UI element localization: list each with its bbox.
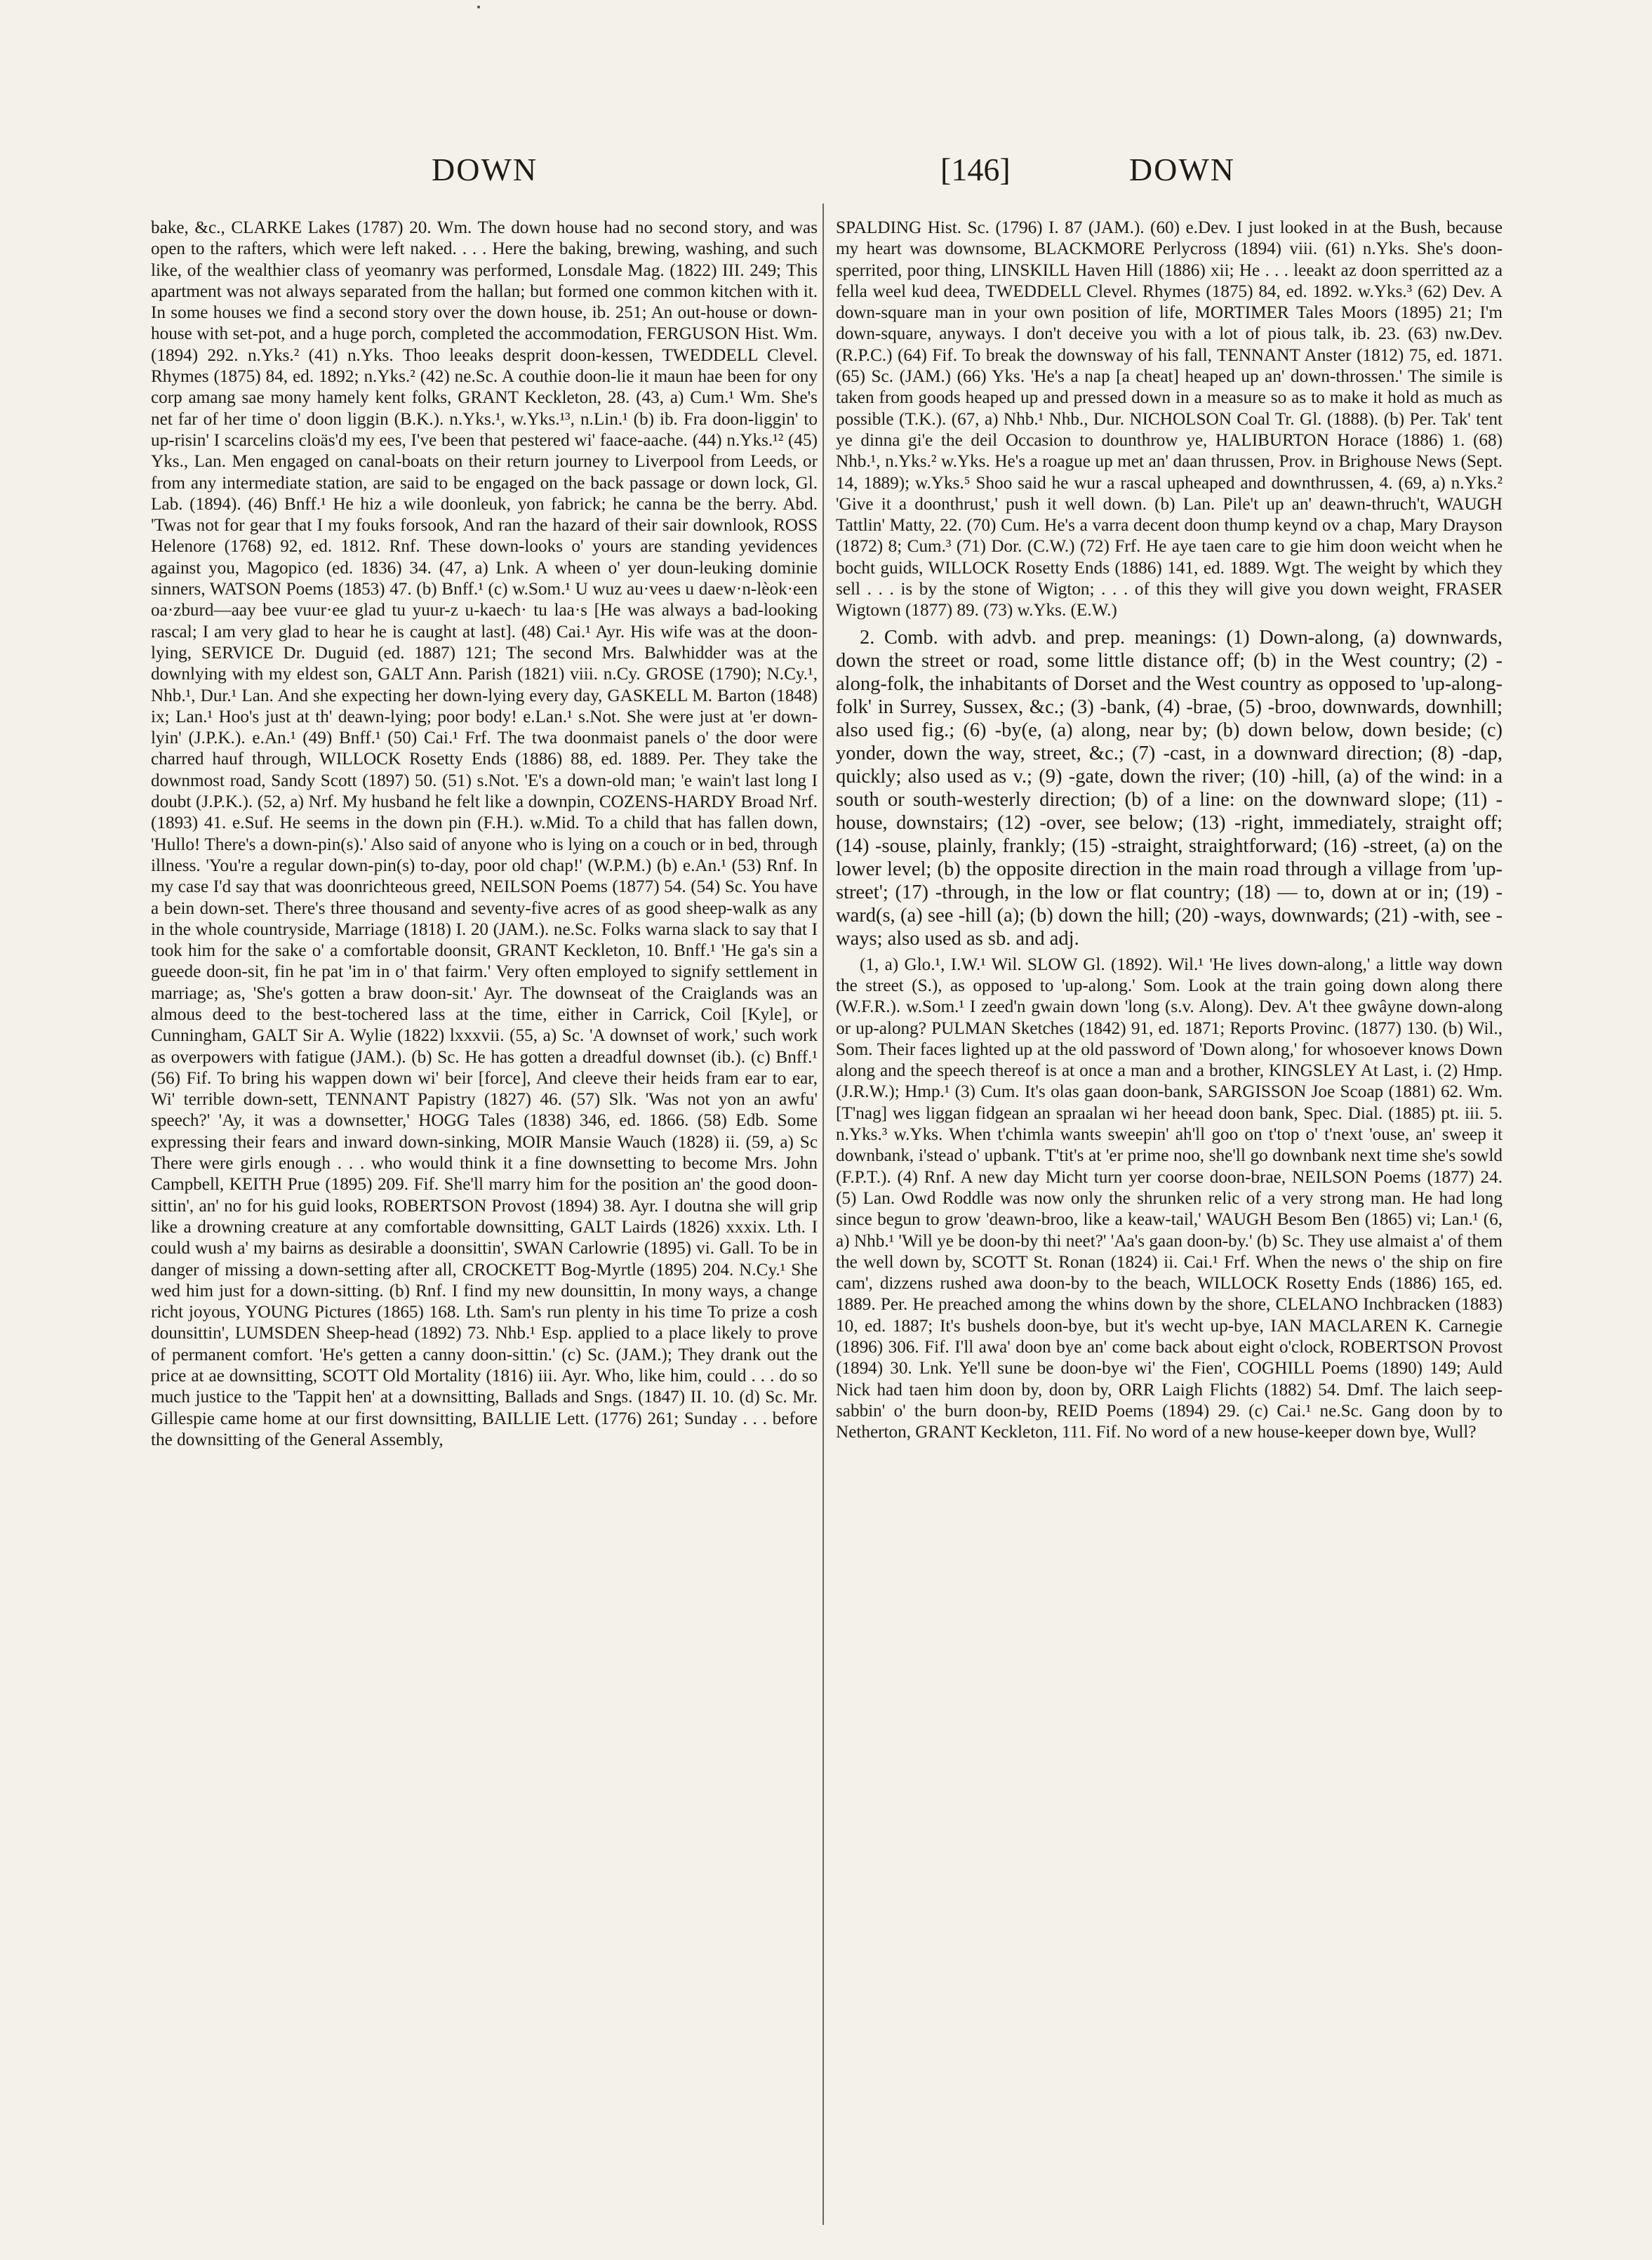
left-column-text: bake, &c., CLARKE Lakes (1787) 20. Wm. The down house had no second story, and was open to the rafters, which were left naked. . . . Here the baking, brewing, washing, and such like, of the wealthier class of yeomanry was performed, Lonsdale Mag. (1822) III. 249; This apartment was not always separated from the hallan; but formed one common kitchen with it. In some houses we find a second story over the down house, ib. 251; An out-house or down-house with set-pot, and a huge porch, completed the accommodation, FERGUSON Hist. Wm. (1894) 292. n.Yks.² (41) n.Yks. Thoo leeaks desprit doon-kessen, TWEDDELL Clevel. Rhymes (1875) 84, ed. 1892; n.Yks.² (42) ne.Sc. A couthie doon-lie it maun hae been for ony corp amang sae mony hamely kent folks, GRANT Keckleton, 28. (43, a) Cum.¹ Wm. She's net far of her time o' doon liggin (B.K.). n.Yks.¹, w.Yks.¹³, n.Lin.¹ (b) ib. Fra doon-liggin' to up-risin' I scarcelins cloäs'd my ees, I've been that pestered wi' faace-aache. (44) n.Yks.¹² (45) Yks., Lan. Men engaged on canal-boats on their return journey to Liverpool from Leeds, or from any intermediate station, are said to be engaged on the back passage or down lock, Gl. Lab. (1894). (46) Bnff.¹ He hiz a wile doonleuk, yon fabrick; he canna be the berry. Abd. 'Twas not for gear that I my fouks forsook, And ran the hazard of their sair downlook, ROSS Helenore (1768) 92, ed. 1812. Rnf. These down-looks o' yours are standing yevidences against you, Magopico (ed. 1836) 34. (47, a) Lnk. A wheen o' yer doun-leuking dominie sinners, WATSON Poems (1853) 47. (b) Bnff.¹ (c) w.Som.¹ U wuz au·vees u daew·n-lèok·een oa·zburd—aay bee vuur·ee glad tu yuur-z u-kaech· tu laa·s [He was always a bad-looking rascal; I am very glad to hear he is caught at last]. (48) Cai.¹ Ayr. His wife was at the doon-lying, SERVICE Dr. Duguid (ed. 1887) 121; The second Mrs. Balwhidder was at the downlying with my eldest son, GALT Ann. Parish (1821) viii. n.Cy. GROSE (1790); N.Cy.¹, Nhb.¹, Dur.¹ Lan. And she expecting her down-lying every day, GASKELL M. Barton (1848) ix; Lan.¹ Hoo's just at th' deawn-lying; poor body! e.Lan.¹ s.Not. She were just at 'er down-lyin' (J.P.K.). e.An.¹ (49) Bnff.¹ (50) Cai.¹ Frf. The twa doonmaist panels o' the door were charred hauf through, WILLOCK Rosetty Ends (1886) 88, ed. 1889. Per. They take the downmost road, Sandy Scott (1897) 50. (51) s.Not. 'E's a down-old man; 'e wain't last long I doubt (J.P.K.). (52, a) Nrf. My husband he felt like a downpin, COZENS-HARDY Broad Nrf. (1893) 41. e.Suf. He seems in the down pin (F.H.). w.Mid. To a child that has fallen down, 'Hullo! There's a down-pin(s).' Also said of anyone who is lying on a couch or in bed, through illness. 'You're a regular down-pin(s) to-day, poor old chap!' (W.P.M.) (b) e.An.¹ (53) Rnf. In my case I'd say that was doonrichteous greed, NEILSON Poems (1877) 54. (54) Sc. You have a bein down-set. There's three thousand and seventy-five acres of as good sheep-walk as any in the whole countryside, Marriage (1818) I. 20 (JAM.). ne.Sc. Folks warna slack to say that I took him for the sake o' a comfortable doonsit, GRANT Keckleton, 10. Bnff.¹ 'He ga's sin a gueede doon-sit, fin he pat 'im in o' that fairm.' Very often employed to signify settlement in marriage; as, 'She's gotten a braw doon-sit.' Ayr. The downseat of the Craiglands was an almous deed to the best-tochered lass at the time, either in Carrick, Coil [Kyle], or Cunningham, GALT Sir A. Wylie (1822) lxxxvii. (55, a) Sc. 'A downset of work,' such work as overpowers with fatigue (JAM.). (b) Sc. He has gotten a dreadful downset (ib.). (c) Bnff.¹ (56) Fif. To bring his wappen down wi' beir [force], And cleeve their heids fram ear to ear, Wi' terrible down-sett, TENNANT Papistry (1827) 46. (57) Slk. 'Was not yon an awfu' speech?' 'Ay, it was a downsetter,' HOGG Tales (1838) 346, ed. 1866. (58) Edb. Some expressing their fears and inward down-sinking, MOIR Mansie Wauch (1828) ii. (59, a) Sc There were girls enough . . . who would think it a fine downsetting to become Mrs. John Campbell, KEITH Prue (1895) 209. Fif. She'll marry him for the position an' the good doon-sittin', an' no for his guid looks, ROBERTSON Provost (1894) 38. Ayr. I doutna she will grip like a drowning creature at any comfortable downsitting, GALT Lairds (1826) xxxix. Lth. I could wush a' my bairns as desirable a doonsittin', SWAN Carlowrie (1895) vi. Gall. To be in danger of missing a down-setting after all, CROCKETT Bog-Myrtle (1895) 204. N.Cy.¹ She wed him just for a down-sitting. (b) Rnf. I find my new dounsittin, In mony ways, a change richt joyous, YOUNG Pictures (1865) 168. Lth. Sam's run plenty in his time To prize a cosh dounsittin', LUMSDEN Sheep-head (1892) 73. Nhb.¹ Esp. applied to a place likely to prove of permanent comfort. 'He's getten a canny doon-sittin.' (c) Sc. (JAM.); They drank out the price at ae downsitting, SCOTT Old Mortality (1816) iii. Ayr. Who, like him, could . . . do so much justice to the 'Tappit hen' at a downsitting, Ballads and Sngs. (1847) II. 10. (d) Sc. Mr. Gillespie came home at our first downsitting, BAILLIE Lett. (1776) 261; Sunday . . . before the downsitting of the General Assembly, <box>151 218 818 1449</box>
scan-speck <box>477 6 480 8</box>
page-number: [146] <box>940 152 1011 187</box>
sense-2-definition: 2. Comb. with advb. and prep. meanings: (1) Down-along, (a) downwards, down the street or road, some little distance off; (b) in the West country; (2) -along-folk, the inhabitants of Dorset and the West country as opposed to 'up-along-folk' in Surrey, Sussex, &c.; (3) -bank, (4) -brae, (5) -broo, downwards, downhill; also used fig.; (6) -by(e, (a) along, near by; (b) down below, down beside; (c) yonder, down the way, street, &c.; (7) -cast, in a downward direction; (8) -dap, quickly; also used as v.; (9) -gate, down the river; (10) -hill, (a) of the wind: in a south or south-westerly direction; (b) of a line: on the downward slope; (11) -house, downstairs; (12) -over, see below; (13) -right, immediately, straight off; (14) -souse, plainly, frankly; (15) -straight, straightforward; (16) -street, (a) on the lower level; (b) the opposite direction in the main road through a village from 'up-street'; (17) -through, in the low or flat country; (18) — to, down at or in; (19) -ward(s, (a) see -hill (a); (b) down the hill; (20) -ways, downwards; (21) -with, see -ways; also used as sb. and adj. <box>836 626 1503 950</box>
left-column <box>151 218 818 2218</box>
right-column <box>836 218 1503 2218</box>
right-column-text-1: SPALDING Hist. Sc. (1796) I. 87 (JAM.). (60) e.Dev. I just looked in at the Bush, because my heart was downsome, BLACKMORE Perlycross (1894) viii. (61) n.Yks. She's doon-sperrited, poor thing, LINSKILL Haven Hill (1886) xii; He . . . leeakt az doon sperritted az a fella weel kud deea, TWEDDELL Clevel. Rhymes (1875) 84, ed. 1892. w.Yks.³ (62) Dev. A down-square man in your own position of life, MORTIMER Tales Moors (1895) 21; I'm down-square, anyways. I don't deceive you with a lot of pious talk, ib. 23. (63) nw.Dev. (R.P.C.) (64) Fif. To break the downsway of his fall, TENNANT Anster (1812) 75, ed. 1871. (65) Sc. (JAM.) (66) Yks. 'He's a nap [a cheat] heaped up an' down-throssen.' The simile is taken from goods heaped up and pressed down in a measure so as to make it hold as much as possible (T.K.). (67, a) Nhb.¹ Nhb., Dur. NICHOLSON Coal Tr. Gl. (1888). (b) Per. Tak' tent ye dinna gi'e the deil Occasion to dounthrow ye, HALIBURTON Horace (1886) 1. (68) Nhb.¹, n.Yks.² w.Yks. He's a roague up met an' daan thrussen, Prov. in Brighouse News (Sept. 14, 1889); w.Yks.⁵ Shoo said he wur a rascal upheaped and downthrussen, 4. (69, a) n.Yks.² 'Give it a doonthrust,' push it well down. (b) Lan. Pile't up an' deawn-thruch't, WAUGH Tattlin' Matty, 22. (70) Cum. He's a varra decent doon thump keynd ov a chap, Mary Drayson (1872) 8; Cum.³ (71) Dor. (C.W.) (72) Frf. He aye taen care to gie him doon weicht when he bocht guids, WILLOCK Rosetty Ends (1886) 141, ed. 1889. Wgt. The weight by which they sell . . . is by the stone of Wigton; . . . of this they will give you down weight, FRASER Wigtown (1877) 89. (73) w.Yks. (E.W.) <box>836 218 1503 620</box>
column-divider <box>822 204 824 2225</box>
running-header <box>151 151 1502 193</box>
right-column-text-2: (1, a) Glo.¹, I.W.¹ Wil. SLOW Gl. (1892). Wil.¹ 'He lives down-along,' a little way down the street (S.), as opposed to 'up-along.' Som. Look at the train going down along there (W.F.R.). w.Som.¹ I zeed'n gwain down 'long (s.v. Along). Dev. A't thee gwâyne down-along or up-along? PULMAN Sketches (1842) 91, ed. 1871; Reports Provinc. (1877) 130. (b) Wil., Som. Their faces lighted up at the old password of 'Down along,' for whosoever knows Down along and the speech thereof is at once a man and a brother, KINGSLEY At Last, i. (2) Hmp. (J.R.W.); Hmp.¹ (3) Cum. It's olas gaan doon-bank, SARGISSON Joe Scoap (1881) 62. Wm. [T'nag] wes liggan fidgean an spraalan wi her heead doon bank, Spec. Dial. (1885) pt. iii. 5. n.Yks.³ w.Yks. When t'chimla wants sweepin' ah'll goo on t'top o' t'next 'ouse, an' sweep it downbank, i'stead o' upbank. T'tit's at 'er prime noo, she'll go downbank next time she's sowld (F.P.T.). (4) Rnf. A new day Micht turn yer coorse doon-brae, NEILSON Poems (1877) 24. (5) Lan. Owd Roddle was now only the shrunken relic of a very strong man. He had long since begun to grow 'deawn-broo, like a keaw-tail,' WAUGH Besom Ben (1865) vi; Lan.¹ (6, a) Nhb.¹ 'Will ye be doon-by thi neet?' 'Aa's gaan doon-by.' (b) Sc. They use almaist a' of them the well down by, SCOTT St. Ronan (1824) ii. Cai.¹ Frf. When the news o' the ship on fire cam', dizzens rushed awa doon-by to the beach, WILLOCK Rosetty Ends (1886) 165, ed. 1889. Per. He preached among the whins down by the shore, CLELANO Inchbracken (1883) 10, ed. 1887; It's bushels doon-bye, but it's wecht up-bye, IAN MACLAREN K. Carnegie (1896) 306. Fif. I'll awa' doon bye an' come back about eight o'clock, ROBERTSON Provost (1894) 30. Lnk. Ye'll sune be doon-bye wi' the Fien', COGHILL Poems (1890) 149; Auld Nick had taen him doon by, doon by, ORR Laigh Flichts (1882) 54. Dmf. The laich seep-sabbin' o' the burn doon-by, REID Poems (1894) 29. (c) Cai.¹ ne.Sc. Gang doon by to Netherton, GRANT Keckleton, 111. Fif. No word of a new house-keeper down bye, Wull? <box>836 955 1503 1442</box>
header-headword-right: DOWN <box>1128 152 1235 187</box>
header-headword-left: DOWN <box>432 152 538 187</box>
